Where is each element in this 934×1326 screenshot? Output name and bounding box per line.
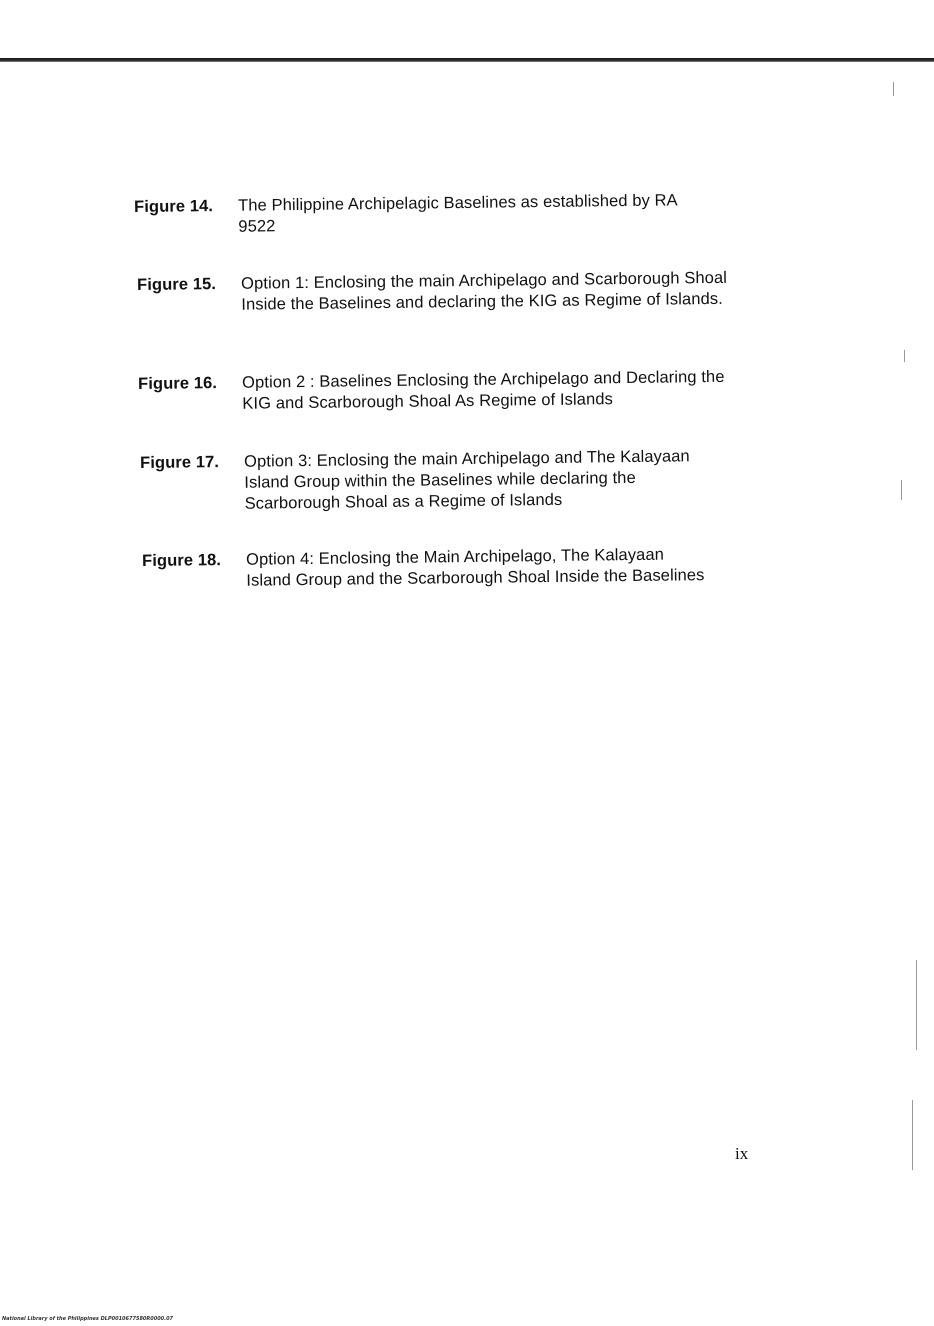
scan-speck xyxy=(912,1100,913,1170)
figure-label: Figure 14. xyxy=(134,197,214,216)
footer-stamp: National Library of the Philippines DLP0010677580R0000.07 xyxy=(2,1316,174,1322)
figure-entry-17 xyxy=(140,446,725,516)
figure-caption: Option 3: Enclosing the main Archipelago and The Kalayaan Island Group within the Baselines while declaring the Scarborough Shoal as a Regime of Islands xyxy=(244,447,690,513)
figure-entry-16 xyxy=(138,367,732,416)
figure-caption: Option 4: Enclosing the Main Archipelago, The Kalayaan Island Group and the Scarborough Shoal Inside the Baselines xyxy=(246,545,705,590)
scan-speck xyxy=(893,82,894,96)
scan-speck xyxy=(916,960,917,1050)
page-number: ix xyxy=(735,1144,749,1163)
figure-caption: Option 2 : Baselines Enclosing the Archipelago and Declaring the KIG and Scarborough Shoal As Regime of Islands xyxy=(242,367,725,413)
figure-label: Figure 17. xyxy=(140,453,220,472)
figure-entry-14 xyxy=(134,190,718,239)
figure-caption: Option 1: Enclosing the main Archipelago and Scarborough Shoal Inside the Baselines and declaring the KIG as Regime of Islands. xyxy=(241,268,728,314)
figure-label: Figure 16. xyxy=(138,374,218,393)
figure-entry-18 xyxy=(142,544,706,593)
scan-speck xyxy=(904,350,905,362)
figure-caption: The Philippine Archipelagic Baselines as established by RA 9522 xyxy=(238,191,677,236)
scan-speck xyxy=(901,480,902,500)
figure-label: Figure 18. xyxy=(142,551,222,570)
figure-entry-15 xyxy=(137,268,741,317)
figure-label: Figure 15. xyxy=(137,275,217,294)
